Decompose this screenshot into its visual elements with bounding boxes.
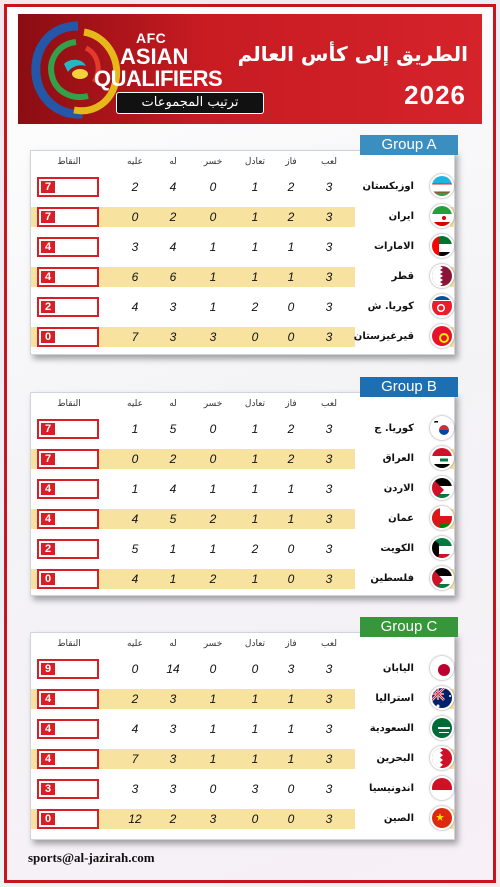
- points-box: [37, 449, 99, 469]
- standings-row: [31, 327, 454, 347]
- points-box: [37, 539, 99, 559]
- stat-ga: 0: [131, 452, 139, 466]
- stat-lost: 1: [209, 692, 217, 706]
- stat-ga: 5: [131, 542, 139, 556]
- stat-lost: 0: [209, 422, 217, 436]
- points-value: 4: [41, 723, 55, 735]
- asian-text: ASIAN: [120, 44, 189, 69]
- stat-lost: 1: [209, 542, 217, 556]
- saudi-flag-icon: [430, 716, 454, 740]
- kyrgyzstan-flag-icon: [430, 324, 454, 348]
- stat-gf: 4: [169, 240, 177, 254]
- stat-drawn: 1: [251, 482, 259, 496]
- stat-lost: 2: [209, 512, 217, 526]
- points-value: 0: [41, 331, 55, 343]
- points-value: 7: [41, 211, 55, 223]
- stat-played: 3: [325, 572, 333, 586]
- standings-row: [31, 509, 454, 529]
- footer-email[interactable]: sports@al-jazirah.com: [28, 850, 155, 865]
- standings-row: [31, 237, 454, 257]
- points-value: 7: [41, 453, 55, 465]
- column-header: فاز: [285, 639, 297, 649]
- team-name: العراق: [382, 453, 414, 464]
- stat-ga: 7: [131, 752, 139, 766]
- points-value: 4: [41, 271, 55, 283]
- afc-logo: [24, 12, 274, 130]
- stat-won: 0: [287, 782, 295, 796]
- group-a-tag: Group A: [360, 135, 458, 155]
- stat-ga: 3: [131, 240, 139, 254]
- points-value: 3: [41, 783, 55, 795]
- team-cell: [355, 659, 450, 679]
- stat-won: 0: [287, 812, 295, 826]
- team-name: عمان: [388, 513, 414, 524]
- stat-lost: 1: [209, 482, 217, 496]
- stat-gf: 2: [169, 210, 177, 224]
- stat-played: 3: [325, 482, 333, 496]
- stat-gf: 3: [169, 722, 177, 736]
- stat-won: 1: [287, 482, 295, 496]
- stat-gf: 1: [169, 542, 177, 556]
- stat-drawn: 1: [251, 692, 259, 706]
- points-box: [37, 237, 99, 257]
- column-header: تعادل: [244, 157, 266, 167]
- stat-gf: 6: [169, 270, 177, 284]
- team-name: الصين: [383, 813, 414, 824]
- group-c-tag: Group C: [360, 617, 458, 637]
- standings-row: [31, 207, 454, 227]
- palestine-flag-icon: [430, 566, 454, 590]
- team-name: الامارات: [373, 241, 414, 252]
- stat-played: 3: [325, 512, 333, 526]
- stat-played: 3: [325, 452, 333, 466]
- points-box: [37, 749, 99, 769]
- stat-played: 3: [325, 240, 333, 254]
- stat-lost: 0: [209, 180, 217, 194]
- stat-ga: 7: [131, 330, 139, 344]
- stat-won: 2: [287, 180, 295, 194]
- standings-row: [31, 297, 454, 317]
- stat-played: 3: [325, 812, 333, 826]
- team-name: السعودية: [369, 723, 414, 734]
- points-box: [37, 719, 99, 739]
- stat-gf: 3: [169, 330, 177, 344]
- points-value: 7: [41, 181, 55, 193]
- stat-played: 3: [325, 782, 333, 796]
- column-header: لعب: [321, 399, 337, 409]
- team-name: فلسطين: [370, 573, 414, 584]
- stat-drawn: 0: [251, 662, 259, 676]
- stat-lost: 1: [209, 752, 217, 766]
- stat-drawn: 1: [251, 210, 259, 224]
- oman-flag-icon: [430, 506, 454, 530]
- points-value: 0: [41, 573, 55, 585]
- team-name: الاردن: [383, 483, 414, 494]
- stat-gf: 3: [169, 782, 177, 796]
- column-header: له: [169, 399, 177, 409]
- subtitle-pill: ترتيب المجموعات: [116, 92, 264, 114]
- stat-ga: 1: [131, 482, 139, 496]
- standings-row: [31, 689, 454, 709]
- column-header-row: [31, 639, 454, 655]
- stat-ga: 1: [131, 422, 139, 436]
- stat-drawn: 3: [251, 782, 259, 796]
- points-box: [37, 327, 99, 347]
- column-header: فاز: [285, 399, 297, 409]
- stat-won: 2: [287, 422, 295, 436]
- stat-gf: 14: [166, 662, 180, 676]
- team-cell: [355, 569, 450, 589]
- afc-text: AFC: [136, 30, 167, 46]
- stat-gf: 4: [169, 180, 177, 194]
- team-name: اوزبكستان: [362, 181, 414, 192]
- stat-won: 1: [287, 240, 295, 254]
- stat-played: 3: [325, 662, 333, 676]
- standings-row: [31, 267, 454, 287]
- team-cell: [355, 689, 450, 709]
- qualifiers-text: QUALIFIERS: [94, 66, 223, 91]
- stat-won: 2: [287, 452, 295, 466]
- iraq-flag-icon: [430, 446, 454, 470]
- stat-drawn: 1: [251, 722, 259, 736]
- team-cell: [355, 479, 450, 499]
- team-name: اندونيسيا: [368, 783, 414, 794]
- stat-lost: 3: [209, 812, 217, 826]
- stat-won: 1: [287, 752, 295, 766]
- title-year: 2026: [404, 80, 466, 110]
- team-name: كوريا. ش: [367, 301, 414, 312]
- stat-played: 3: [325, 330, 333, 344]
- points-value: 4: [41, 693, 55, 705]
- column-header: النقاط: [57, 399, 81, 409]
- stat-lost: 1: [209, 240, 217, 254]
- stat-drawn: 0: [251, 812, 259, 826]
- stat-won: 0: [287, 300, 295, 314]
- stat-played: 3: [325, 722, 333, 736]
- team-cell: [355, 297, 450, 317]
- standings-row: [31, 539, 454, 559]
- stat-won: 0: [287, 330, 295, 344]
- standings-row: [31, 809, 454, 829]
- japan-flag-icon: [430, 656, 454, 680]
- points-value: 9: [41, 663, 55, 675]
- team-name: قطر: [391, 271, 414, 282]
- jordan-flag-icon: [430, 476, 454, 500]
- stat-won: 1: [287, 270, 295, 284]
- column-header: فاز: [285, 157, 297, 167]
- stat-lost: 2: [209, 572, 217, 586]
- standings-row: [31, 419, 454, 439]
- stat-gf: 5: [169, 422, 177, 436]
- stat-won: 0: [287, 572, 295, 586]
- team-cell: [355, 539, 450, 559]
- stat-played: 3: [325, 210, 333, 224]
- points-value: 4: [41, 753, 55, 765]
- column-header: النقاط: [57, 157, 81, 167]
- group-b-tag: Group B: [360, 377, 458, 397]
- qatar-flag-icon: [430, 264, 454, 288]
- standings-row: [31, 659, 454, 679]
- points-box: [37, 267, 99, 287]
- stat-lost: 0: [209, 662, 217, 676]
- stat-won: 1: [287, 722, 295, 736]
- team-name: البحرين: [376, 753, 414, 764]
- stat-lost: 0: [209, 782, 217, 796]
- stat-ga: 4: [131, 722, 139, 736]
- points-value: 4: [41, 513, 55, 525]
- column-header: لعب: [321, 639, 337, 649]
- stat-lost: 1: [209, 270, 217, 284]
- team-cell: [355, 207, 450, 227]
- group-b-panel: [30, 378, 455, 596]
- stat-lost: 3: [209, 330, 217, 344]
- column-header: خسر: [203, 639, 223, 649]
- china-flag-icon: [430, 806, 454, 830]
- stat-played: 3: [325, 752, 333, 766]
- header-banner: [18, 14, 482, 124]
- column-header: تعادل: [244, 639, 266, 649]
- stat-ga: 2: [131, 692, 139, 706]
- stat-lost: 1: [209, 300, 217, 314]
- team-cell: [355, 449, 450, 469]
- stat-played: 3: [325, 422, 333, 436]
- column-header: النقاط: [57, 639, 81, 649]
- team-cell: [355, 267, 450, 287]
- team-cell: [355, 327, 450, 347]
- bahrain-flag-icon: [430, 746, 454, 770]
- points-value: 4: [41, 241, 55, 253]
- south-korea-flag-icon: [430, 416, 454, 440]
- stat-gf: 3: [169, 692, 177, 706]
- stat-drawn: 1: [251, 422, 259, 436]
- stat-played: 3: [325, 692, 333, 706]
- stat-gf: 2: [169, 812, 177, 826]
- team-cell: [355, 237, 450, 257]
- team-name: كوريا. ج: [374, 423, 414, 434]
- stat-ga: 12: [128, 812, 142, 826]
- stat-gf: 3: [169, 752, 177, 766]
- north-korea-flag-icon: [430, 294, 454, 318]
- stat-ga: 3: [131, 782, 139, 796]
- stat-ga: 0: [131, 210, 139, 224]
- stat-ga: 4: [131, 300, 139, 314]
- stat-gf: 2: [169, 452, 177, 466]
- points-box: [37, 509, 99, 529]
- points-box: [37, 689, 99, 709]
- column-header: لعب: [321, 157, 337, 167]
- stat-gf: 1: [169, 572, 177, 586]
- stat-won: 3: [287, 662, 295, 676]
- stat-won: 2: [287, 210, 295, 224]
- points-value: 7: [41, 423, 55, 435]
- page-title: الطريق إلى كأس العالم: [237, 42, 468, 66]
- column-header: عليه: [127, 639, 143, 649]
- points-box: [37, 809, 99, 829]
- stat-drawn: 2: [251, 300, 259, 314]
- stat-played: 3: [325, 542, 333, 556]
- team-cell: [355, 749, 450, 769]
- team-name: اليابان: [382, 663, 414, 674]
- team-cell: [355, 509, 450, 529]
- column-header-row: [31, 157, 454, 173]
- stat-ga: 2: [131, 180, 139, 194]
- stat-drawn: 0: [251, 330, 259, 344]
- column-header: له: [169, 639, 177, 649]
- points-box: [37, 479, 99, 499]
- stat-gf: 3: [169, 300, 177, 314]
- standings-row: [31, 449, 454, 469]
- standings-row: [31, 779, 454, 799]
- column-header: تعادل: [244, 399, 266, 409]
- standings-row: [31, 719, 454, 739]
- points-box: [37, 177, 99, 197]
- stat-ga: 6: [131, 270, 139, 284]
- uzbekistan-flag-icon: [430, 174, 454, 198]
- stat-drawn: 2: [251, 542, 259, 556]
- team-name: قيرغيزستان: [353, 331, 414, 342]
- standings-row: [31, 749, 454, 769]
- stat-drawn: 1: [251, 270, 259, 284]
- uae-flag-icon: [430, 234, 454, 258]
- column-header: عليه: [127, 399, 143, 409]
- australia-flag-icon: [430, 686, 454, 710]
- points-box: [37, 297, 99, 317]
- standings-row: [31, 479, 454, 499]
- stat-won: 1: [287, 512, 295, 526]
- stat-won: 0: [287, 542, 295, 556]
- points-value: 2: [41, 543, 55, 555]
- team-name: استراليا: [375, 693, 414, 704]
- standings-row: [31, 569, 454, 589]
- group-c-panel: [30, 618, 455, 840]
- team-cell: [355, 809, 450, 829]
- points-box: [37, 659, 99, 679]
- stat-drawn: 1: [251, 180, 259, 194]
- column-header: خسر: [203, 399, 223, 409]
- kuwait-flag-icon: [430, 536, 454, 560]
- stat-drawn: 1: [251, 452, 259, 466]
- stat-ga: 0: [131, 662, 139, 676]
- stat-gf: 4: [169, 482, 177, 496]
- points-box: [37, 779, 99, 799]
- column-header: عليه: [127, 157, 143, 167]
- team-cell: [355, 419, 450, 439]
- points-value: 4: [41, 483, 55, 495]
- iran-flag-icon: [430, 204, 454, 228]
- column-header-row: [31, 399, 454, 415]
- team-cell: [355, 779, 450, 799]
- points-value: 0: [41, 813, 55, 825]
- column-header: له: [169, 157, 177, 167]
- points-box: [37, 207, 99, 227]
- points-box: [37, 419, 99, 439]
- points-value: 2: [41, 301, 55, 313]
- stat-ga: 4: [131, 512, 139, 526]
- stat-lost: 1: [209, 722, 217, 736]
- stat-lost: 0: [209, 452, 217, 466]
- group-a-panel: [30, 136, 455, 355]
- indonesia-flag-icon: [430, 776, 454, 800]
- stat-drawn: 1: [251, 752, 259, 766]
- points-box: [37, 569, 99, 589]
- team-cell: [355, 177, 450, 197]
- stat-played: 3: [325, 300, 333, 314]
- stat-ga: 4: [131, 572, 139, 586]
- stat-played: 3: [325, 180, 333, 194]
- stat-drawn: 1: [251, 512, 259, 526]
- team-name: الكويت: [380, 543, 414, 554]
- stat-drawn: 1: [251, 240, 259, 254]
- stat-played: 3: [325, 270, 333, 284]
- stat-won: 1: [287, 692, 295, 706]
- column-header: خسر: [203, 157, 223, 167]
- stat-drawn: 1: [251, 572, 259, 586]
- stat-gf: 5: [169, 512, 177, 526]
- stat-lost: 0: [209, 210, 217, 224]
- standings-row: [31, 177, 454, 197]
- team-name: ايران: [388, 211, 414, 222]
- team-cell: [355, 719, 450, 739]
